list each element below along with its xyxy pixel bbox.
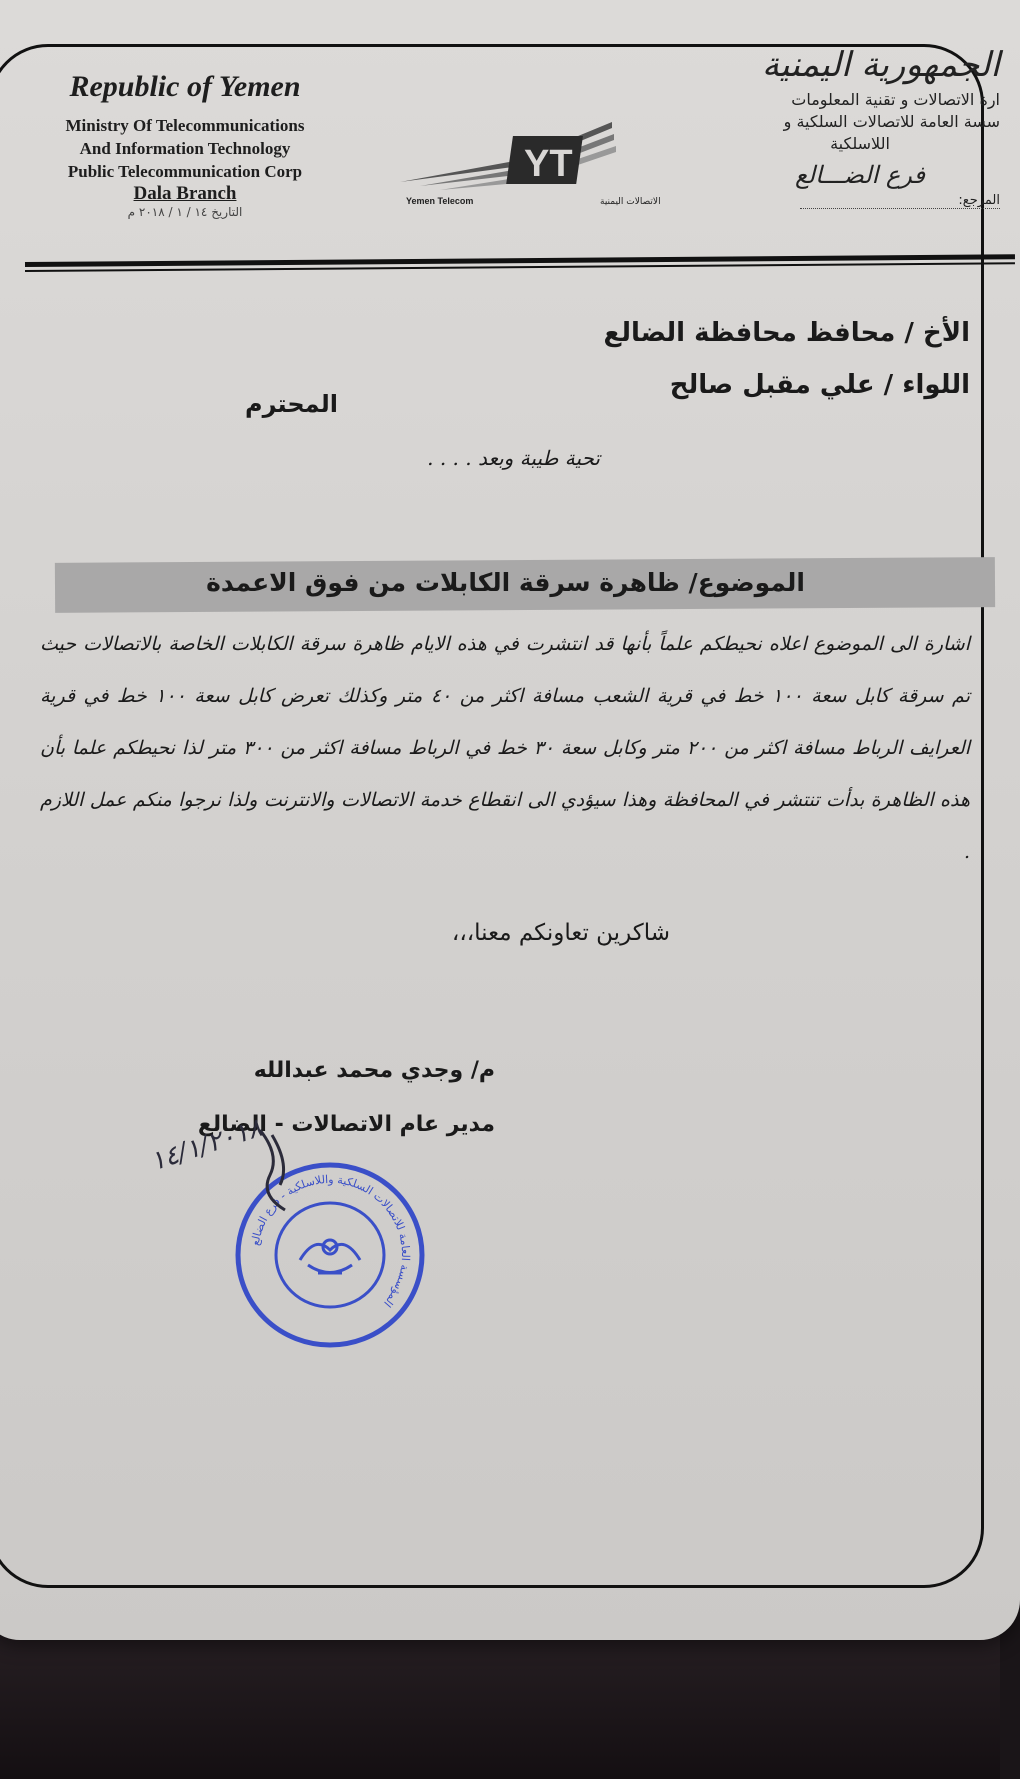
ministry-line-2: And Information Technology — [79, 139, 291, 158]
corp-name: Public Telecommunication Corp — [67, 162, 303, 181]
logo-caption-en: Yemen Telecom — [406, 196, 474, 206]
logo-mark: YT — [524, 143, 573, 185]
honorific: المحترم — [245, 390, 338, 418]
closing-thanks: شاكرين تعاونكم معنا،،، — [451, 920, 670, 946]
addressee: الأخ / محافظ محافظة الضالع — [603, 318, 970, 348]
svg-text:المؤسسة العامة للاتصالات السلك: المؤسسة العامة للاتصالات السلكية واللاسلكية - فرع الضالع — [248, 1172, 413, 1310]
logo-caption-ar: الاتصالات اليمنية — [600, 197, 661, 207]
branch-name-ar: فرع الضـــالع — [795, 161, 925, 189]
subject-line: الموضوع/ ظاهرة سرقة الكابلات من فوق الاعمدة — [206, 568, 805, 597]
signer-name: م/ وجدي محمد عبدالله — [253, 1058, 495, 1083]
header-arabic — [720, 45, 1000, 209]
ministry-line-1: Ministry Of Telecommunications — [65, 116, 305, 135]
eagle-emblem-icon — [300, 1240, 360, 1273]
letter-date: التاريخ ١٤ / ١ / ٢٠١٨ م — [127, 205, 243, 219]
reference-field: المرجع: — [800, 193, 1000, 209]
signer-title: مدير عام الاتصالات - الضالع — [197, 1112, 495, 1137]
greeting: تحية طيبة وبعد . . . . — [427, 446, 600, 470]
republic-title-ar: الجمهورية اليمنية — [761, 45, 1000, 85]
ministry-ar: ارة الاتصالات و تقنية المعلومات — [791, 90, 1000, 109]
corp-ar-line-2: اللاسلكية — [830, 134, 890, 153]
header-english — [20, 70, 350, 219]
yemen-telecom-logo — [400, 100, 661, 210]
republic-title-en: Republic of Yemen — [69, 70, 301, 103]
corp-ar-line-1: سسة العامة للاتصالات السلكية و — [783, 112, 1000, 131]
addressee-name: اللواء / علي مقبل صالح — [669, 370, 970, 400]
letter-body: اشارة الى الموضوع اعلاه نحيطكم علماً بأنها قد انتشرت في هذه الايام ظاهرة سرقة الكابلات الخاصة بالاتصالات حيث تم سرقة كابل سعة ١٠٠ خط في قرية الشعب مسافة اكثر من ٤٠ متر وكذلك تعرض كابل سعة ١٠٠ خط في قرية العرايف الرباط مسافة اكثر من ٢٠٠ متر وكابل سعة ٣٠ خط في الرباط مسافة اكثر من ٣٠٠ متر لذا نحيطكم علما بأن هذه الظاهرة بدأت تنتشر في المحافظة وهذا سيؤدي الى انقطاع خدمة الاتصالات والانترنت ولذا نرجوا منكم عمل اللازم . — [40, 633, 971, 863]
branch-name-en: Dala Branch — [133, 183, 237, 204]
handwritten-date: ١٤/١/٢٠١٨ — [146, 1113, 266, 1178]
